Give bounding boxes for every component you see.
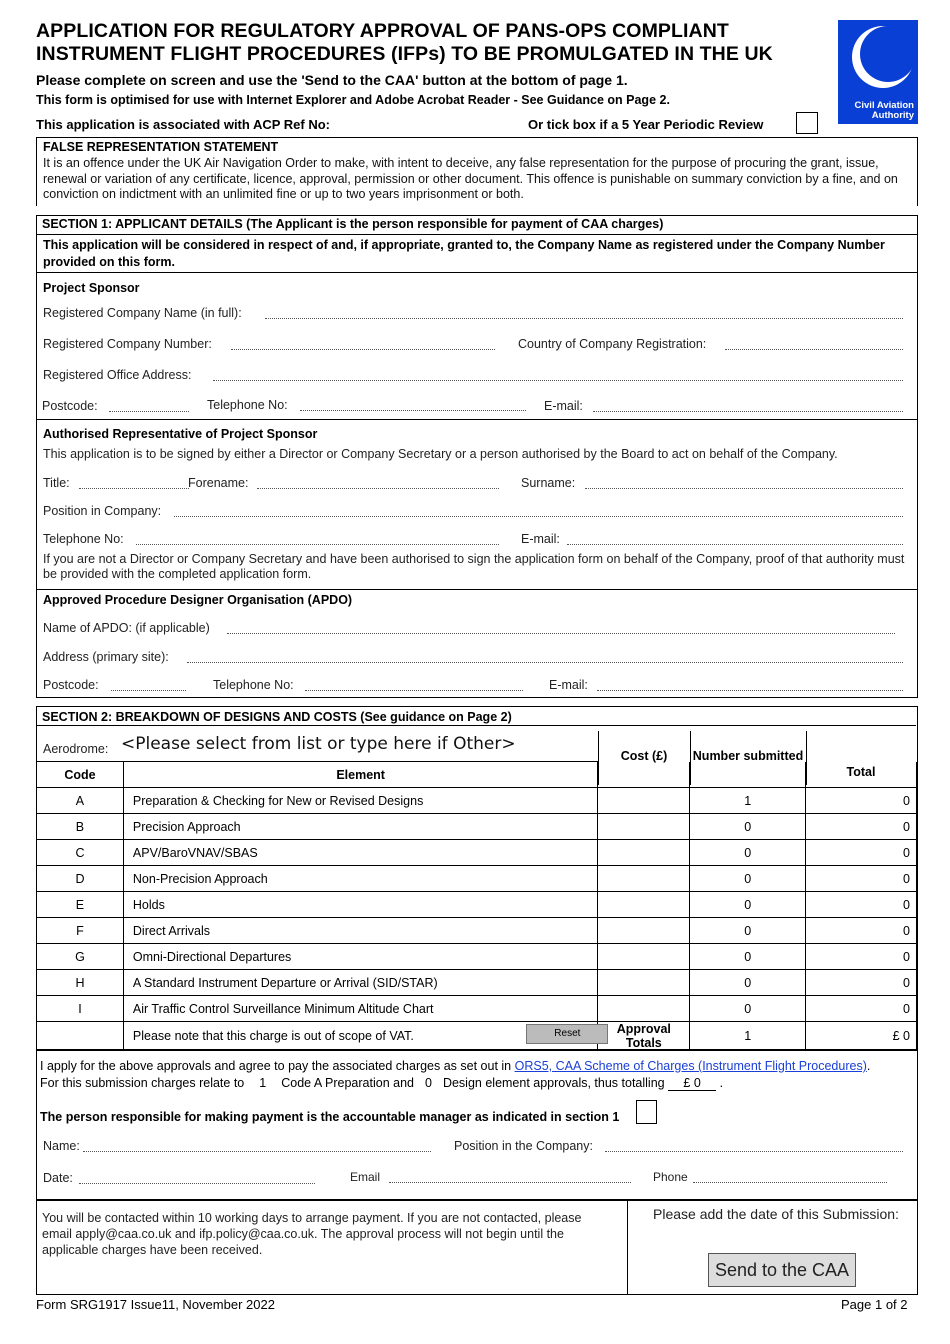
accountable-manager-checkbox[interactable] xyxy=(636,1100,657,1124)
rep-heading: Authorised Representative of Project Sponsor xyxy=(43,427,318,441)
section1-heading: SECTION 1: APPLICANT DETAILS (The Applicant is the person responsible for payment of CAA charges) xyxy=(42,217,664,231)
acp-ref-label: This application is associated with ACP Ref No: xyxy=(36,117,330,132)
office-address-label: Registered Office Address: xyxy=(43,368,192,382)
code-a-count: 1 xyxy=(259,1076,267,1090)
rep-telephone-field[interactable] xyxy=(136,532,499,545)
sponsor-heading: Project Sponsor xyxy=(43,281,140,295)
apdo-telephone-field[interactable] xyxy=(305,678,523,691)
total-cost: £ 0 xyxy=(806,1022,917,1051)
submission-box xyxy=(36,1199,918,1295)
aerodrome-select[interactable]: <Please select from list or type here if Other> xyxy=(121,734,516,754)
contact-text: You will be contacted within 10 working days to arrange payment. If you are not contacted, please email apply@caa.co.uk and ifp.policy@caa.co.uk. The approval process will not begin until the applicable charges have been received. xyxy=(42,1211,582,1257)
apdo-email-label: E-mail: xyxy=(549,678,588,692)
instruction-send: Please complete on screen and use the 'Send to the CAA' button at the bottom of page 1. xyxy=(36,72,628,88)
cost-cell xyxy=(598,892,690,918)
apdo-postcode-label: Postcode: xyxy=(43,678,99,692)
total-value: £ 0 xyxy=(668,1076,716,1091)
instruction-browser: This form is optimised for use with Internet Explorer and Adobe Acrobat Reader - See Guidance on Page 2. xyxy=(36,93,670,107)
number-input[interactable]: 0 xyxy=(690,944,806,970)
reset-button[interactable]: Reset xyxy=(526,1024,608,1044)
title-label: Title: xyxy=(43,476,70,490)
table-row: E Holds 0 0 xyxy=(37,892,917,918)
send-to-caa-button[interactable]: Send to the CAA xyxy=(708,1253,856,1287)
country-label: Country of Company Registration: xyxy=(518,337,707,351)
submission-date-field[interactable] xyxy=(653,1224,893,1248)
phone-label: Phone xyxy=(653,1170,688,1184)
code-a-text: Code A Preparation and xyxy=(281,1076,414,1090)
number-input[interactable]: 0 xyxy=(690,918,806,944)
number-input[interactable]: 0 xyxy=(690,840,806,866)
caa-logo: Civil Aviation Authority xyxy=(838,20,918,124)
declaration-box: I apply for the above approvals and agree to pay the associated charges as set out in ORS5, CAA Scheme of Charges (Instrument Flight Procedures). For this submission charges relate to 1 Code A Preparation and 0 Design element approvals, thus totalling £ 0 . The person responsible for making payment is the accountable manager as indicated in section 1 Name: Position in the Company: Date: Email Phone xyxy=(36,1049,918,1201)
date-field[interactable] xyxy=(79,1171,315,1184)
surname-label: Surname: xyxy=(521,476,576,490)
telephone-label: Telephone No: xyxy=(207,398,288,412)
number-input[interactable]: 1 xyxy=(690,788,806,814)
date-label: Date: xyxy=(43,1171,73,1185)
country-field[interactable] xyxy=(725,337,903,350)
cost-cell xyxy=(598,996,690,1022)
charges-link[interactable]: ORS5, CAA Scheme of Charges (Instrument Flight Procedures) xyxy=(514,1059,867,1073)
element-header: Element xyxy=(123,762,597,788)
cost-header: Cost (£) xyxy=(620,749,668,763)
approval-totals-label: Approval Totals xyxy=(598,1022,690,1051)
apdo-email-field[interactable] xyxy=(597,678,903,691)
false-rep-text: It is an offence under the UK Air Navigation Order to make, with intent to deceive, any false representation for the purpose of procuring the grant, issue, renewal or variation of any certificate, licence, approval, permission or other document. This offence is punishable on summary conviction by a fine, and on conviction on indictment with an unlimited fine or up to two years imprisonment or both. xyxy=(43,156,898,201)
table-row: F Direct Arrivals 0 0 xyxy=(37,918,917,944)
company-name-field[interactable] xyxy=(265,306,903,319)
apdo-postcode-field[interactable] xyxy=(111,678,186,691)
position-company-label: Position in the Company: xyxy=(454,1139,593,1153)
apdo-name-field[interactable] xyxy=(227,621,895,634)
apdo-address-field[interactable] xyxy=(187,650,903,663)
cost-cell xyxy=(598,840,690,866)
cost-cell xyxy=(598,866,690,892)
apdo-name-label: Name of APDO: (if applicable) xyxy=(43,621,210,635)
periodic-review-checkbox[interactable] xyxy=(796,112,818,134)
form-title: APPLICATION FOR REGULATORY APPROVAL OF PANS-OPS COMPLIANT INSTRUMENT FLIGHT PROCEDURES (IFPs) TO BE PROMULGATED IN THE UK xyxy=(36,20,773,65)
company-number-field[interactable] xyxy=(231,337,495,350)
forename-label: Forename: xyxy=(188,476,249,490)
code-header: Code xyxy=(37,762,124,788)
section2-heading: SECTION 2: BREAKDOWN OF DESIGNS AND COSTS (See guidance on Page 2) xyxy=(42,710,512,724)
cost-cell xyxy=(598,788,690,814)
number-input[interactable]: 0 xyxy=(690,814,806,840)
declaration-email-field[interactable] xyxy=(389,1170,631,1183)
title-field[interactable] xyxy=(79,476,189,489)
aerodrome-label: Aerodrome: xyxy=(43,742,109,756)
section1-note: This application will be considered in respect of and, if appropriate, granted to, the Company Name as registered under the Company Number provided on this form. xyxy=(43,238,885,269)
false-representation-box xyxy=(36,137,918,206)
email-label: E-mail: xyxy=(544,399,583,413)
forename-field[interactable] xyxy=(257,476,499,489)
table-row: C APV/BaroVNAV/SBAS 0 0 xyxy=(37,840,917,866)
responsible-text: The person responsible for making payment is the accountable manager as indicated in section 1 xyxy=(40,1110,620,1124)
name-field[interactable] xyxy=(83,1139,431,1152)
cost-cell xyxy=(598,918,690,944)
declaration-email-label: Email xyxy=(350,1170,381,1184)
email-field[interactable] xyxy=(593,399,903,412)
number-input[interactable]: 0 xyxy=(690,970,806,996)
total-number: 1 xyxy=(690,1022,806,1051)
office-address-field[interactable] xyxy=(213,368,903,381)
design-approvals-text: Design element approvals, thus totalling xyxy=(442,1076,665,1090)
cost-cell xyxy=(598,814,690,840)
apdo-heading: Approved Procedure Designer Organisation (APDO) xyxy=(43,593,353,607)
total-header: Total xyxy=(846,765,876,779)
false-rep-heading: FALSE REPRESENTATION STATEMENT xyxy=(43,140,279,154)
table-row: D Non-Precision Approach 0 0 xyxy=(37,866,917,892)
company-name-label: Registered Company Name (in full): xyxy=(43,306,242,320)
design-count: 0 xyxy=(424,1076,432,1090)
phone-field[interactable] xyxy=(693,1170,887,1183)
number-header: Number submitted xyxy=(692,749,804,763)
table-row: G Omni-Directional Departures 0 0 xyxy=(37,944,917,970)
rep-telephone-label: Telephone No: xyxy=(43,532,124,546)
table-row: A Preparation & Checking for New or Revised Designs 1 0 xyxy=(37,788,917,814)
rep-note-2: If you are not a Director or Company Secretary and have been authorised to sign the application form on behalf of the Company, proof of that authority must be provided with the completed application form. xyxy=(43,552,905,581)
postcode-field[interactable] xyxy=(109,399,189,412)
number-input[interactable]: 0 xyxy=(690,996,806,1022)
postcode-label: Postcode: xyxy=(42,399,98,413)
position-field[interactable] xyxy=(174,504,903,517)
date-prompt: Please add the date of this Submission: xyxy=(653,1206,899,1222)
totals-row xyxy=(37,1022,917,1051)
table-row: B Precision Approach 0 0 xyxy=(37,814,917,840)
page-number: Page 1 of 2 xyxy=(841,1297,908,1312)
periodic-review-label: Or tick box if a 5 Year Periodic Review xyxy=(528,117,764,132)
cost-cell xyxy=(598,970,690,996)
section-1 xyxy=(36,215,918,698)
vat-note: Please note that this charge is out of scope of VAT. xyxy=(132,1029,414,1043)
rep-note: This application is to be signed by either a Director or Company Secretary or a person authorised by the Board to act on behalf of the Company. xyxy=(43,447,838,461)
table-row: I Air Traffic Control Surveillance Minimum Altitude Chart 0 0 xyxy=(37,996,917,1022)
surname-field[interactable] xyxy=(585,476,903,489)
number-input[interactable]: 0 xyxy=(690,866,806,892)
cost-table xyxy=(36,761,917,1051)
form-reference: Form SRG1917 Issue11, November 2022 xyxy=(36,1297,275,1312)
company-number-label: Registered Company Number: xyxy=(43,337,212,351)
cost-cell xyxy=(598,944,690,970)
position-label: Position in Company: xyxy=(43,504,162,518)
name-label: Name: xyxy=(43,1139,80,1153)
rep-email-label: E-mail: xyxy=(521,532,560,546)
rep-email-field[interactable] xyxy=(567,532,903,545)
apdo-address-label: Address (primary site): xyxy=(43,650,169,664)
position-company-field[interactable] xyxy=(605,1139,903,1152)
charges-relate-text: For this submission charges relate to xyxy=(40,1076,245,1090)
apdo-telephone-label: Telephone No: xyxy=(213,678,294,692)
table-row: H A Standard Instrument Departure or Arrival (SID/STAR) 0 0 xyxy=(37,970,917,996)
number-input[interactable]: 0 xyxy=(690,892,806,918)
declaration-text: I apply for the above approvals and agree to pay the associated charges as set out in xyxy=(40,1059,512,1073)
telephone-field[interactable] xyxy=(300,398,526,411)
